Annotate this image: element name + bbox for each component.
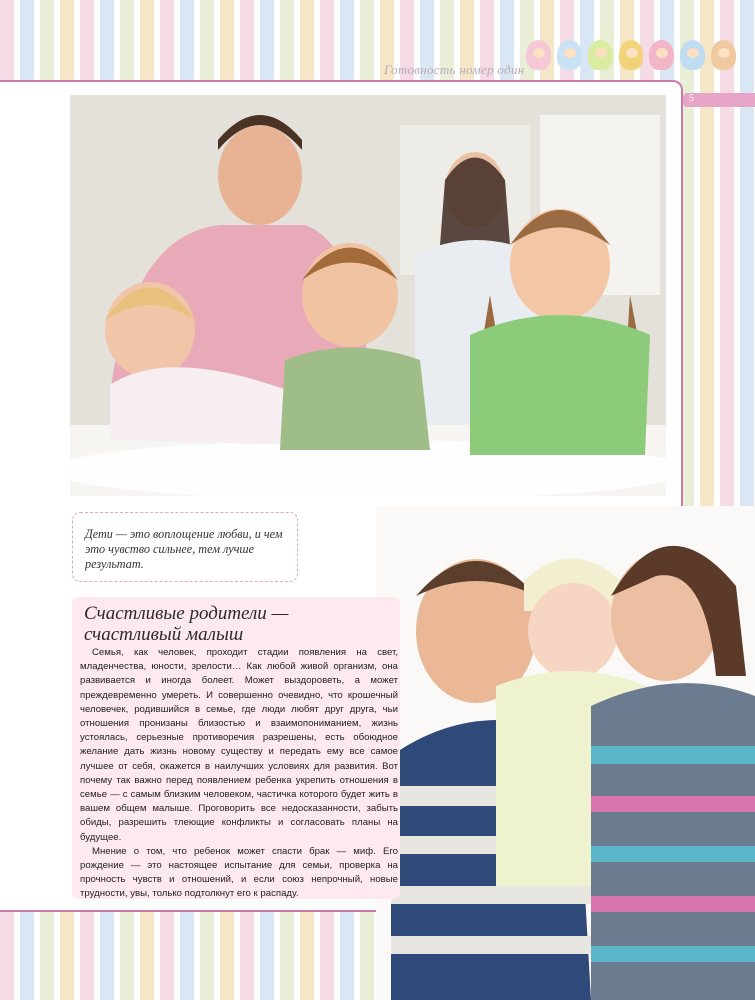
article-title-line-1: Счастливые родители — [84, 603, 289, 624]
article-title-line-2: счастливый малыш [84, 624, 244, 645]
cartoon-baby-icon [649, 40, 674, 70]
article-paragraph: Мнение о том, что ребенок может спасти брак — миф. Его рождение — это настоящее испытание для семьи, проверка на прочность чувств и отношений, и если союз непрочный, новые трудности, увы, только подтолкнут его к распаду. [80, 845, 398, 900]
mascot-strip [526, 40, 736, 74]
article-body [80, 646, 398, 902]
cartoon-baby-icon [680, 40, 705, 70]
running-header-title: Готовность номер один [384, 62, 525, 77]
page-number: 5 [689, 93, 694, 104]
quote-text: Дети — это воплощение любви, и чем это чувство сильнее, тем лучше результат. [85, 527, 283, 571]
family-photo-illustration [70, 95, 666, 496]
article-paragraph: Семья, как человек, проходит стадии появления на свет, младенчества, юности, зрелости… Как любой живой организм, она развивается и иногда болеет. Может выздороветь, а может преждевременно умереть. И совершенно очевидно, что крошечный человечек, родившийся в семье, где люди любят друг друга, чьи отношения пронизаны близостью и взаимопониманием, жизнь устоялась, серьезные противоречия разрешены, есть обоюдное желание дать жизнь новому существу и передать ему все самое лучшее от себя, окажется в наилучших условиях для развития. Вот почему так важно перед появлением ребенка укрепить отношения в семье — с самым близким человеком, частичка которого будет жить в вашем общем малыше. Проговорить все недосказанности, забыть обиды, разрешить тлеющие конфликты и согласовать планы на будущее. [80, 647, 398, 843]
cartoon-baby-icon [588, 40, 613, 70]
article-title [84, 603, 384, 645]
cartoon-baby-icon [526, 40, 551, 70]
toy-blocks-icon [619, 40, 644, 70]
family-photo [70, 95, 666, 496]
cartoon-baby-icon [711, 40, 736, 70]
article-block [72, 597, 400, 899]
cartoon-baby-icon [557, 40, 582, 70]
quote-box [72, 512, 298, 582]
parents-with-baby-illustration [376, 506, 755, 1000]
page-number-tab [683, 93, 755, 107]
parents-with-baby-photo [376, 506, 755, 1000]
